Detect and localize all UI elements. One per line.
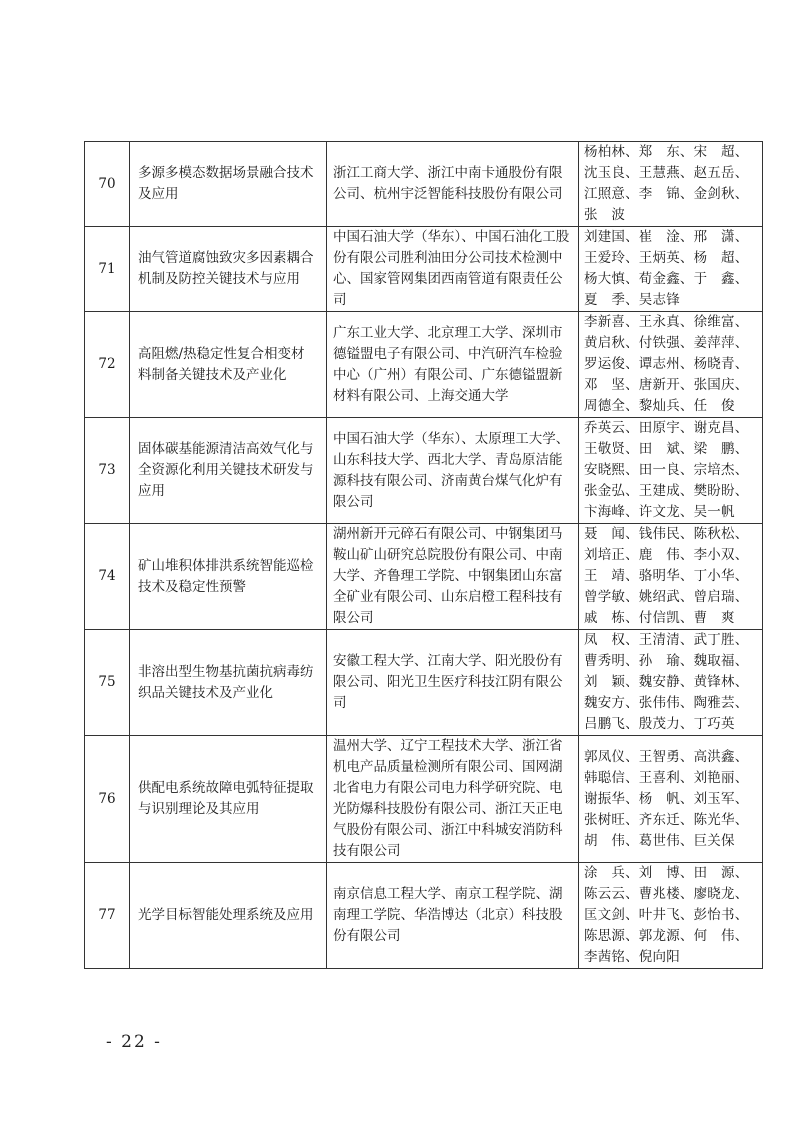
table-row xyxy=(85,630,763,736)
organizations-cell xyxy=(327,312,579,418)
project-name-cell xyxy=(130,863,327,969)
table-row xyxy=(85,142,763,227)
organizations: 南京信息工程大学、南京工程学院、湖南理工学院、华浩博达（北京）科技股份有限公司 xyxy=(333,886,563,944)
project-name-cell xyxy=(130,227,327,312)
row-number-cell xyxy=(85,418,130,524)
row-number-cell xyxy=(85,142,130,227)
project-name: 固体碳基能源清洁高效气化与全资源化利用关键技术研发与应用 xyxy=(138,441,314,499)
organizations-cell xyxy=(327,630,579,736)
contributors: 乔英云、田原宇、谢克昌、王敬贤、田 斌、梁 鹏、安晓熙、田一良、宗培杰、张金弘、王建成、樊盼盼、卞海峰、许文龙、吴一帆 xyxy=(584,420,749,520)
project-name-cell xyxy=(130,630,327,736)
organizations-cell xyxy=(327,863,579,969)
row-number-cell xyxy=(85,736,130,863)
organizations: 安徽工程大学、江南大学、阳光股份有限公司、阳光卫生医疗科技江阴有限公司 xyxy=(333,653,563,711)
organizations-cell xyxy=(327,227,579,312)
contributors: 郭凤仪、王智勇、高洪鑫、韩聪信、王喜利、刘艳丽、谢振华、杨 帆、刘玉军、张树旺、齐东迁、陈光华、胡 伟、葛世伟、巨关保 xyxy=(584,748,749,849)
contributors-cell xyxy=(579,142,763,227)
contributors: 凤 权、王清清、武丁胜、曹秀明、孙 瑜、魏取福、刘 颖、魏安静、黄锋林、魏安方、张伟伟、陶雅芸、吕鹏飞、殷茂力、丁巧英 xyxy=(584,632,749,732)
row-number-cell xyxy=(85,312,130,418)
row-number-cell xyxy=(85,630,130,736)
page-number: - 22 - xyxy=(106,1032,162,1052)
organizations-cell xyxy=(327,142,579,227)
contributors-cell xyxy=(579,630,763,736)
table-row xyxy=(85,227,763,312)
organizations: 浙江工商大学、浙江中南卡通股份有限公司、杭州宇泛智能科技股份有限公司 xyxy=(333,165,563,202)
row-number-cell xyxy=(85,863,130,969)
project-name-cell xyxy=(130,736,327,863)
contributors-cell xyxy=(579,312,763,418)
contributors: 杨柏林、郑 东、宋 超、沈玉良、王慧燕、赵五岳、江照意、李 锦、金剑秋、张 波 xyxy=(584,144,749,223)
row-number: 75 xyxy=(98,674,116,690)
project-name-cell xyxy=(130,418,327,524)
row-number: 72 xyxy=(98,356,116,372)
table-row xyxy=(85,418,763,524)
contributors-cell xyxy=(579,227,763,312)
organizations-cell xyxy=(327,418,579,524)
contributors: 涂 兵、刘 博、田 源、陈云云、曹兆楼、廖晓龙、匡文剑、叶井飞、彭怡书、陈思源、郭龙源、何 伟、李茜铭、倪向阳 xyxy=(584,865,749,965)
row-number: 71 xyxy=(98,260,116,277)
project-name-cell xyxy=(130,524,327,630)
row-number: 76 xyxy=(98,790,116,807)
organizations: 广东工业大学、北京理工大学、深圳市德镒盟电子有限公司、中汽研汽车检验中心（广州）有限公司、广东德镒盟新材料有限公司、上海交通大学 xyxy=(333,324,563,404)
contributors: 刘建国、崔 淦、邢 潇、王爱玲、王炳英、杨 超、杨大慎、荀金鑫、于 鑫、夏 季、吴志锋 xyxy=(584,229,749,308)
table-row xyxy=(85,863,763,969)
organizations: 中国石油大学（华东）、太原理工大学、山东科技大学、西北大学、青岛原洁能源科技有限公司、济南黄台煤气化炉有限公司 xyxy=(333,430,570,510)
table-row xyxy=(85,312,763,418)
organizations: 温州大学、辽宁工程技术大学、浙江省机电产品质量检测所有限公司、国网湖北省电力有限公司电力科学研究院、电光防爆科技股份有限公司、浙江天正电气股份有限公司、浙江中科城安消防科技有限公司 xyxy=(333,738,563,859)
row-number-cell xyxy=(85,524,130,630)
row-number-cell xyxy=(85,227,130,312)
organizations-cell xyxy=(327,736,579,863)
row-number: 77 xyxy=(98,907,116,923)
organizations: 中国石油大学（华东）、中国石油化工股份有限公司胜利油田分公司技术检测中心、国家管网集团西南管道有限责任公司 xyxy=(333,229,570,308)
table-row xyxy=(85,524,763,630)
contributors: 聂 闻、钱伟民、陈秋松、刘培正、鹿 伟、李小双、王 靖、骆明华、丁小华、曾学敏、姚绍武、曾启瑞、戚 栋、付信凯、曹 爽 xyxy=(584,526,749,626)
contributors-cell xyxy=(579,524,763,630)
project-name-cell xyxy=(130,142,327,227)
award-projects-table xyxy=(84,141,763,969)
row-number: 70 xyxy=(98,175,116,192)
project-name: 矿山堆积体排洪系统智能巡检技术及稳定性预警 xyxy=(138,557,314,595)
project-name: 非溶出型生物基抗菌抗病毒纺织品关键技术及产业化 xyxy=(138,663,314,701)
table-row xyxy=(85,736,763,863)
project-name-cell xyxy=(130,312,327,418)
contributors-cell xyxy=(579,418,763,524)
contributors-cell xyxy=(579,736,763,863)
project-name: 光学目标智能处理系统及应用 xyxy=(138,907,314,923)
project-name: 油气管道腐蚀致灾多因素耦合机制及防控关键技术与应用 xyxy=(138,250,314,287)
organizations: 湖州新开元碎石有限公司、中钢集团马鞍山矿山研究总院股份有限公司、中南大学、齐鲁理工学院、中钢集团山东富全矿业有限公司、山东启橙工程科技有限公司 xyxy=(333,526,563,626)
row-number: 73 xyxy=(98,462,116,478)
contributors: 李新喜、王永真、徐维富、黄启秋、付铁强、姜萍萍、罗运俊、谭志州、杨晓青、邓 坚、唐新开、张国庆、周德全、黎灿兵、任 俊 xyxy=(584,314,749,414)
project-name: 供配电系统故障电弧特征提取与识别理论及其应用 xyxy=(138,780,314,817)
row-number: 74 xyxy=(98,568,116,584)
project-name: 高阻燃/热稳定性复合相变材料制备关键技术及产业化 xyxy=(138,345,305,383)
project-name: 多源多模态数据场景融合技术及应用 xyxy=(138,165,314,202)
contributors-cell xyxy=(579,863,763,969)
table-body xyxy=(85,142,763,969)
organizations-cell xyxy=(327,524,579,630)
